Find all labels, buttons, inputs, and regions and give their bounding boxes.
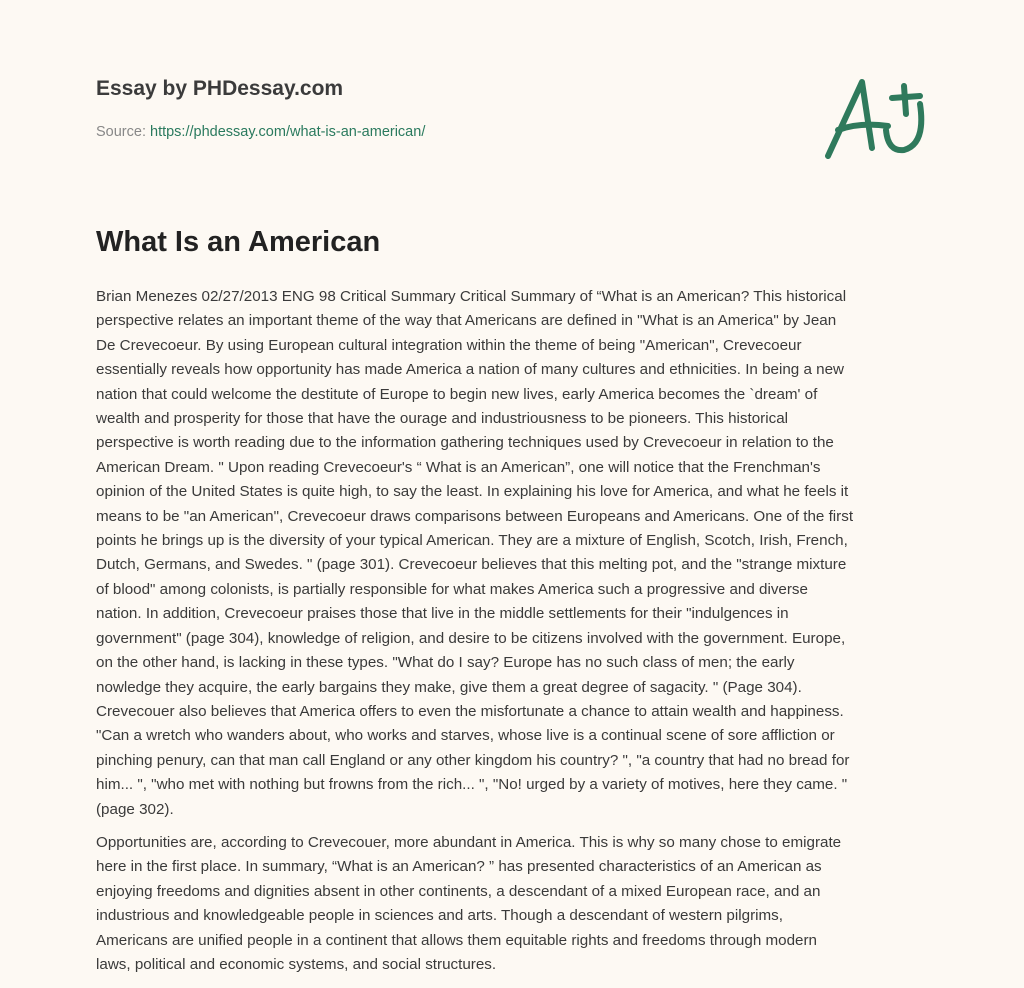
paragraph-line: essentially reveals how opportunity has made America a nation of many cultures and ethnicities. In being a new: [96, 361, 844, 379]
source-line: [96, 124, 425, 140]
source-link[interactable]: https://phdessay.com/what-is-an-american/: [150, 124, 426, 140]
paragraph-line: Americans are unified people in a continent that allows them equitable rights and freedoms through modern: [96, 931, 817, 949]
paragraph-line: Dutch, Germans, and Swedes. " (page 301). Crevecoeur believes that this melting pot, and the "strange mixture: [96, 556, 847, 574]
paragraph-line: nowledge they acquire, the early bargains they make, give them a great degree of sagacity. " (Page 304).: [96, 678, 802, 696]
paragraph-line: "Can a wretch who wanders about, who works and starves, whose live is a continual scene of sore affliction or: [96, 727, 835, 745]
paragraph-line: pinching penury, can that man call England or any other kingdom his country? ", "a country that had no bread for: [96, 751, 850, 769]
paragraph-line: nation. In addition, Crevecoeur praises those that live in the middle settlements for their "indulgences in: [96, 605, 789, 623]
paragraph-line: (page 302).: [96, 800, 174, 818]
paragraph-line: him... ", "who met with nothing but frowns from the rich... ", "No! urged by a variety of motives, here they came. ": [96, 776, 848, 794]
paragraph-line: nation that could welcome the destitute of Europe to begin new lives, early America becomes the `dream' of: [96, 385, 818, 403]
paragraph-line: Brian Menezes 02/27/2013 ENG 98 Critical Summary Critical Summary of “What is an American? This historical: [96, 288, 847, 305]
paragraph-line: wealth and prosperity for those that have the ourage and industriousness to be pioneers. This historical: [96, 410, 789, 428]
paragraph-line: here in the first place. In summary, “What is an American? ” has presented characteristics of an American as: [96, 858, 822, 876]
paragraph-line: American Dream. " Upon reading Crevecoeur's “ What is an American”, one will notice that the Frenchman's: [96, 458, 821, 476]
article-title: What Is an American: [96, 226, 381, 258]
source-label: Source:: [96, 124, 150, 140]
paragraph-line: perspective relates an important theme of the way that Americans are defined in "What is an America" by Jean: [96, 312, 837, 330]
article-paragraph: [96, 831, 966, 977]
paragraph-line: points he brings up is the diversity of your typical American. They are a mixture of English, Scotch, Irish, French,: [96, 532, 848, 550]
paragraph-line: Opportunities are, according to Crevecouer, more abundant in America. This is why so many chose to emigrate: [96, 833, 842, 851]
paragraph-line: of blood" among colonists, is partially responsible for what makes America such a progressive and diverse: [96, 580, 808, 598]
paragraph-line: means to be "an American", Crevecoeur draws comparisons between Europeans and Americans. One of the first: [96, 507, 854, 525]
paragraph-line: perspective is worth reading due to the information gathering techniques used by Crevecoeur in relation to the: [96, 434, 834, 452]
article-body: [96, 285, 966, 986]
paragraph-line: government" (page 304), knowledge of religion, and desire to be citizens involved with the government. Europe,: [96, 629, 846, 647]
paragraph-line: De Crevecoeur. By using European cultural integration within the theme of being "American", Crevecoeur: [96, 336, 802, 354]
paragraph-line: opinion of the United States is quite high, to say the least. In explaining his love for America, and what he feels it: [96, 483, 849, 501]
a-plus-logo-icon: [820, 68, 930, 168]
article-paragraph: [96, 285, 966, 822]
brand-title: Essay by PHDessay.com: [96, 77, 344, 100]
paragraph-line: Crevecouer also believes that America offers to even the misfortunate a chance to attain wealth and happiness.: [96, 702, 844, 720]
paragraph-line: enjoying freedoms and dignities absent in other continents, a descendant of a mixed European race, and an: [96, 882, 821, 900]
paragraph-line: laws, political and economic systems, and social structures.: [96, 955, 497, 973]
paragraph-line: on the other hand, is lacking in these types. "What do I say? Europe has no such class of men; the early: [96, 654, 795, 672]
paragraph-line: industrious and knowledgeable people in sciences and arts. Though a descendant of western pilgrims,: [96, 907, 783, 925]
